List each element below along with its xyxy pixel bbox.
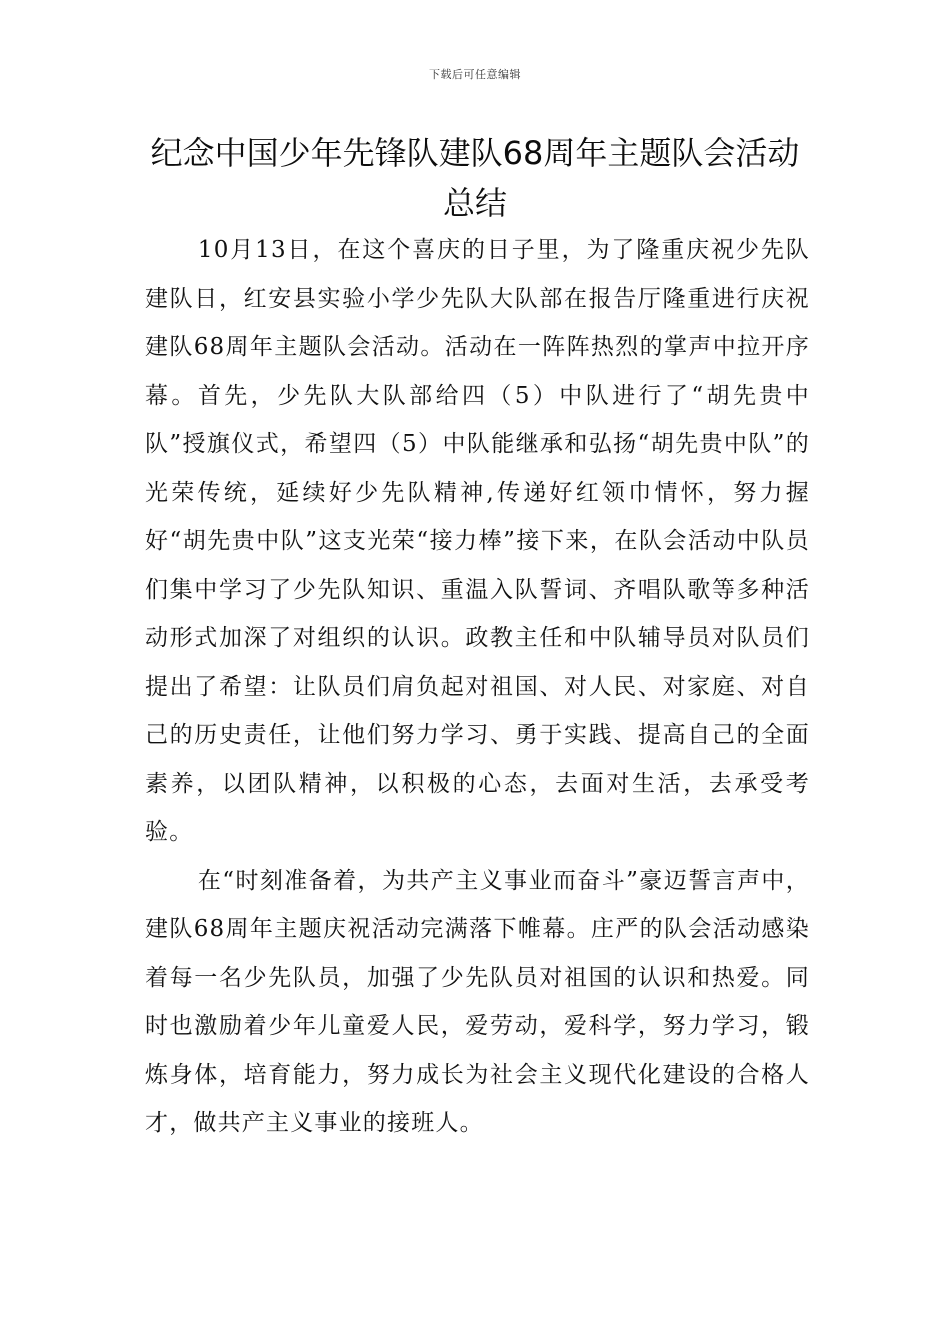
- document-title: 纪念中国少年先锋队建队68周年主题队会活动总结: [150, 134, 800, 222]
- paragraph-2: 在“时刻准备着，为共产主义事业而奋斗”豪迈誓言声中，建队68周年主题庆祝活动完满落下帷幕。庄严的队会活动感染着每一名少先队员，加强了少先队员对祖国的认识和热爱。同时也激励着少年儿童爱人民，爱劳动，爱科学，努力学习，锻炼身体，培育能力，努力成长为社会主义现代化建设的合格人才，做共产主义事业的接班人。: [145, 867, 810, 1136]
- document-body: [145, 226, 810, 1148]
- header-note: 下载后可任意编辑: [429, 68, 521, 81]
- paragraph-1: 10月13日，在这个喜庆的日子里，为了隆重庆祝少先队建队日，红安县实验小学少先队大队部在报告厅隆重进行庆祝建队68周年主题队会活动。活动在一阵阵热烈的掌声中拉开序幕。首先，少先队大队部给四（5）中队进行了“胡先贵中队”授旗仪式，希望四（5）中队能继承和弘扬“胡先贵中队”的光荣传统，延续好少先队精神,传递好红领巾情怀，努力握好“胡先贵中队”这支光荣“接力棒”接下来，在队会活动中队员们集中学习了少先队知识、重温入队誓词、齐唱队歌等多种活动形式加深了对组织的认识。政教主任和中队辅导员对队员们提出了希望：让队员们肩负起对祖国、对人民、对家庭、对自己的历史责任，让他们努力学习、勇于实践、提高自己的全面素养，以团队精神，以积极的心态，去面对生活，去承受考验。: [145, 237, 810, 845]
